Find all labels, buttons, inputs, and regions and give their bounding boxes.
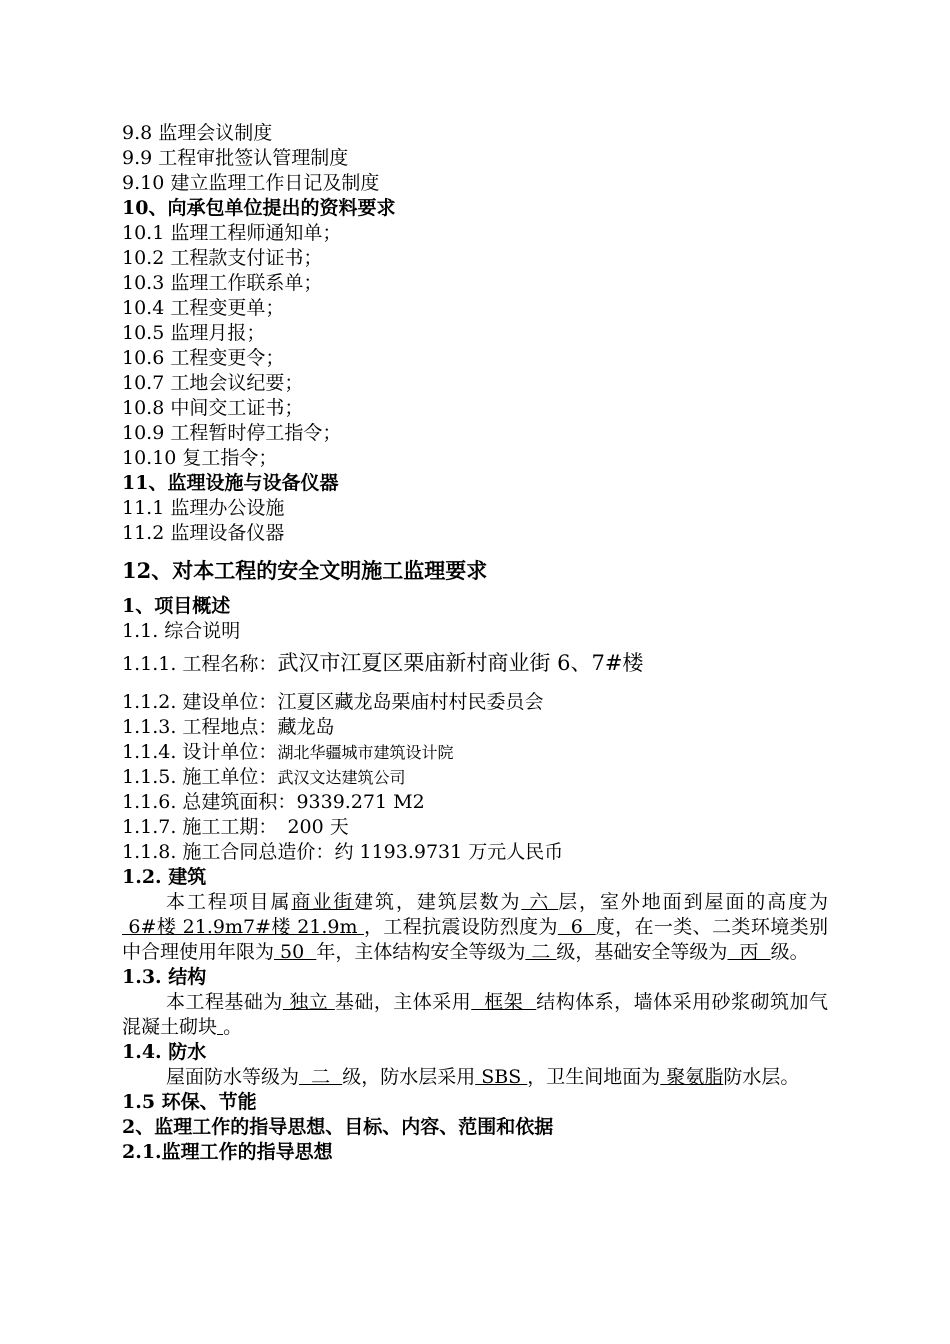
- contractor-line: [122, 765, 828, 790]
- structure-paragraph: [122, 990, 828, 1040]
- field-value: 江夏区藏龙岛栗庙村村民委员会: [277, 691, 544, 713]
- field-label: 1.1.3. 工程地点：: [122, 716, 278, 738]
- section-heading: 2、监理工作的指导思想、目标、内容、范围和依据: [122, 1116, 554, 1138]
- field-label: 1.1.1. 工程名称：: [122, 653, 278, 675]
- underlined-value: 6: [557, 916, 596, 938]
- underlined-value: 聚氨脂: [660, 1066, 724, 1088]
- subsection-heading: 1.5 环保、节能: [122, 1091, 257, 1113]
- paragraph-text: ，卫生间地面为: [527, 1066, 661, 1088]
- designer-line: [122, 740, 828, 765]
- project-name-line: [122, 645, 828, 682]
- underlined-value: 六: [521, 891, 559, 913]
- paragraph-text: 年，主体结构安全等级为: [316, 941, 526, 963]
- area-line: [122, 790, 828, 815]
- subsection-heading: 1.4. 防水: [122, 1041, 207, 1063]
- underlined-value: 框架: [471, 991, 537, 1013]
- paragraph-text: 级，防水层采用: [342, 1066, 476, 1088]
- toc-item: 10.10 复工指令；: [122, 447, 278, 469]
- field-value: 藏龙岛: [277, 716, 335, 738]
- toc-item: 9.8 监理会议制度: [122, 122, 273, 144]
- builder-line: [122, 690, 828, 715]
- underlined-value: 丙: [727, 941, 771, 963]
- subsection-heading: 1.2. 建筑: [122, 866, 207, 888]
- field-value: 9339.271 M2: [296, 791, 425, 813]
- field-value: 200 天: [287, 816, 349, 838]
- subsection-heading: 1.3. 结构: [122, 966, 207, 988]
- paragraph-text: 防水层。: [723, 1066, 800, 1088]
- underlined-value: 50: [274, 941, 317, 963]
- subsection-heading: 2.1.监理工作的指导思想: [122, 1141, 333, 1163]
- paragraph-text: 基础，主体采用: [334, 991, 472, 1013]
- toc-item: 9.9 工程审批签认管理制度: [122, 147, 349, 169]
- location-line: [122, 715, 828, 740]
- paragraph-text: 。: [223, 1016, 243, 1038]
- underlined-value: SBS: [475, 1066, 528, 1088]
- section-heading: 1、项目概述: [122, 595, 231, 617]
- toc-item: 10.8 中间交工证书；: [122, 397, 304, 419]
- underlined-value: 二: [525, 941, 557, 963]
- toc-item: 10.6 工程变更令；: [122, 347, 285, 369]
- underlined-value: 二: [299, 1066, 343, 1088]
- field-value: 武汉市江夏区栗庙新村商业街 6、7#楼: [277, 651, 644, 675]
- toc-item: 10.5 监理月报；: [122, 322, 266, 344]
- period-line: [122, 815, 828, 840]
- toc-item: 9.10 建立监理工作日记及制度: [122, 172, 380, 194]
- field-label: 1.1.6. 总建筑面积：: [122, 791, 297, 813]
- toc-item: 10.4 工程变更单；: [122, 297, 285, 319]
- paragraph-text: 级。: [770, 941, 809, 963]
- building-paragraph: [122, 890, 828, 965]
- toc-item: 11.1 监理办公设施: [122, 497, 285, 519]
- paragraph-text: 度，在一类、二类环境类别中合理使用年限为: [122, 916, 828, 963]
- toc-item: 11.2 监理设备仪器: [122, 522, 285, 544]
- underlined-value: 6#楼 21.9m7#楼 21.9m: [122, 916, 364, 938]
- paragraph-text: 屋面防水等级为: [166, 1066, 300, 1088]
- field-label: 1.1.4. 设计单位：: [122, 741, 278, 763]
- paragraph-text: 建筑，建筑层数为: [354, 891, 522, 913]
- toc-item: 10.7 工地会议纪要；: [122, 372, 304, 394]
- underlined-value: 商业街: [291, 891, 355, 913]
- paragraph-text: 本工程基础为: [166, 991, 283, 1013]
- field-value: 约 1193.9731 万元人民币: [334, 841, 564, 863]
- document-body: [122, 121, 828, 1165]
- paragraph-text: 级，基础安全等级为: [556, 941, 728, 963]
- paragraph-text: 结构体系，墙体采用砂浆砌筑加气混凝土砌块: [122, 991, 828, 1038]
- paragraph-text: 本工程项目属: [166, 891, 292, 913]
- subsection-heading: 1.1. 综合说明: [122, 620, 241, 642]
- toc-item: 10.3 监理工作联系单；: [122, 272, 323, 294]
- paragraph-text: ，工程抗震设防烈度为: [363, 916, 558, 938]
- underlined-value: 独立: [282, 991, 335, 1013]
- field-label: 1.1.8. 施工合同总造价：: [122, 841, 335, 863]
- section-heading: 12、对本工程的安全文明施工监理要求: [122, 558, 488, 583]
- toc-item: 10.9 工程暂时停工指令；: [122, 422, 342, 444]
- field-label: 1.1.7. 施工工期：: [122, 816, 278, 838]
- field-label: 1.1.5. 施工单位：: [122, 766, 278, 788]
- section-heading: 11、监理设施与设备仪器: [122, 472, 339, 494]
- field-value: 湖北华疆城市建筑设计院: [277, 743, 454, 762]
- section-heading: 10、向承包单位提出的资料要求: [122, 197, 396, 219]
- field-value: 武汉文达建筑公司: [277, 768, 406, 787]
- field-label: 1.1.2. 建设单位：: [122, 691, 278, 713]
- price-line: [122, 840, 828, 865]
- toc-item: 10.1 监理工程师通知单；: [122, 222, 342, 244]
- toc-item: 10.2 工程款支付证书；: [122, 247, 323, 269]
- waterproof-paragraph: [122, 1065, 828, 1090]
- paragraph-text: 层，室外地面到屋面的高度为: [558, 891, 828, 913]
